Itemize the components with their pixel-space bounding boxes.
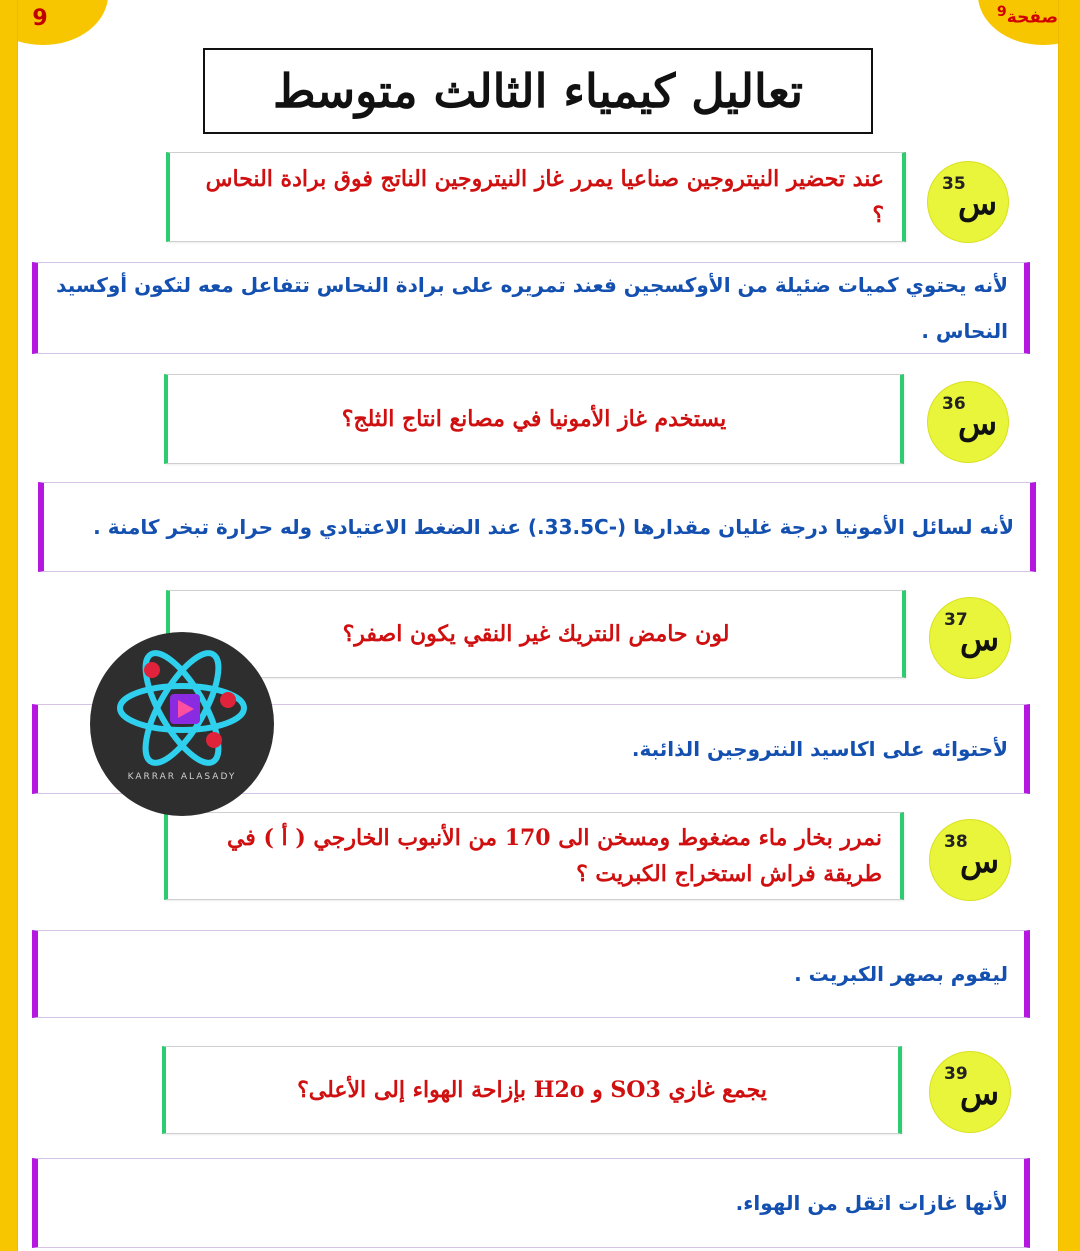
question-box-38	[164, 812, 904, 900]
question-number: 37	[944, 610, 968, 630]
question-letter: س	[960, 842, 1000, 880]
question-text: يجمع غازي SO3 و H2o بإزاحة الهواء إلى الأعلى؟	[297, 1077, 767, 1103]
answer-text: لأنه يحتوي كميات ضئيلة من الأوكسجين فعند تمريره على برادة النحاس تتفاعل معه لتكون أوكسيد النحاس .	[56, 273, 1008, 343]
question-letter: س	[958, 184, 998, 222]
answer-text: لأنها غازات اثقل من الهواء.	[735, 1191, 1008, 1215]
question-badge-35	[928, 162, 1008, 242]
page-title: تعاليل كيمياء الثالث متوسط	[272, 64, 804, 118]
question-letter: س	[960, 620, 1000, 658]
logo-text: KARRAR ALASADY	[127, 772, 237, 782]
question-text: عند تحضير النيتروجين صناعيا يمرر غاز النيتروجين الناتج فوق برادة النحاس ؟	[205, 166, 884, 228]
question-badge-36	[928, 382, 1008, 462]
question-box-39	[162, 1046, 902, 1134]
page-label: صفحة$^9$	[996, 4, 1058, 28]
question-box-35	[166, 152, 906, 242]
question-letter: س	[960, 1074, 1000, 1112]
answer-box-36	[38, 482, 1036, 572]
answer-box-38	[32, 930, 1030, 1018]
question-letter: س	[958, 404, 998, 442]
question-box-36	[164, 374, 904, 464]
answer-text: ليقوم بصهر الكبريت .	[794, 962, 1008, 986]
question-number: 38	[944, 832, 968, 852]
atom-play-icon	[90, 632, 274, 816]
answer-text: لأنه لسائل الأمونيا درجة غليان مقدارها (-33.5C.) عند الضغط الاعتيادي وله حرارة تبخر كامنة .	[93, 515, 1014, 539]
question-text: يستخدم غاز الأمونيا في مصانع انتاج الثلج؟	[341, 406, 727, 432]
channel-logo	[90, 632, 274, 816]
question-number: 36	[942, 394, 966, 414]
question-text: لون حامض النتريك غير النقي يكون اصفر؟	[342, 621, 730, 647]
question-text: نمرر بخار ماء مضغوط ومسخن الى 170 من الأنبوب الخارجي ( أ ) في طريقة فراش استخراج الكبريت ؟	[226, 825, 882, 887]
question-box-37	[166, 590, 906, 678]
question-number: 35	[942, 174, 966, 194]
worksheet-page	[18, 0, 1058, 1251]
question-badge-37	[930, 598, 1010, 678]
answer-box-35	[32, 262, 1030, 354]
page-number: 9	[32, 6, 48, 31]
question-badge-38	[930, 820, 1010, 900]
question-number: 39	[944, 1064, 968, 1084]
title-box	[203, 48, 873, 134]
answer-text: لأحتوائه على اكاسيد النتروجين الذائبة.	[631, 737, 1008, 761]
question-badge-39	[930, 1052, 1010, 1132]
answer-box-39	[32, 1158, 1030, 1248]
